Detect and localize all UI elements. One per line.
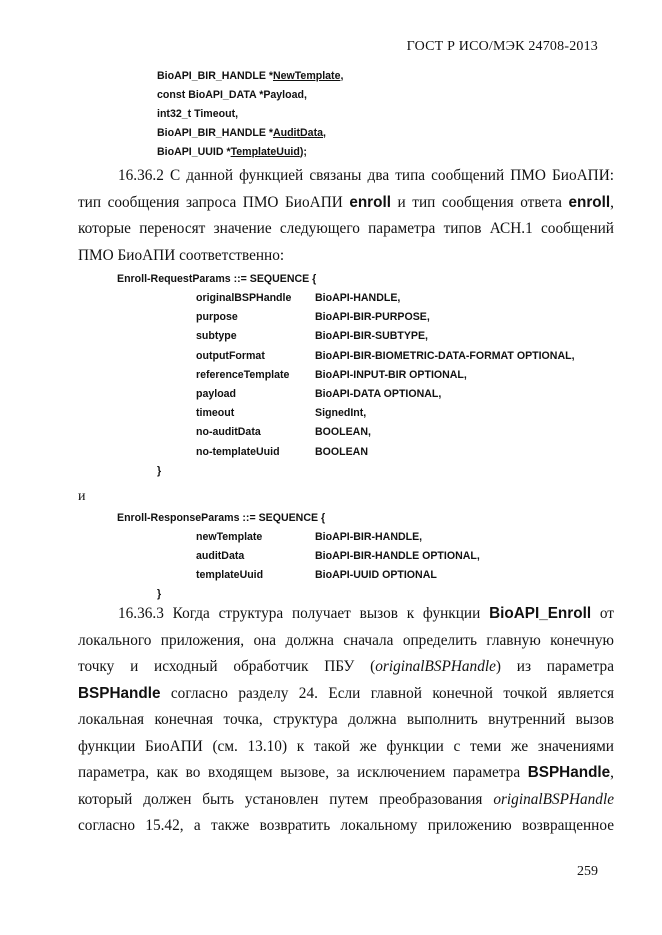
- param-original-bsp-handle: originalBSPHandle: [375, 658, 496, 675]
- text-line: локальная конечная точка, структура должна выполнить внутренний вызов: [78, 711, 614, 728]
- signature-text: BioAPI_BIR_HANDLE *: [157, 70, 273, 82]
- signature-text: BioAPI_BIR_HANDLE *: [157, 127, 273, 139]
- sequence-close: }: [157, 588, 162, 600]
- field-type: BOOLEAN: [315, 445, 368, 458]
- signature-suffix: ,: [323, 127, 326, 139]
- text-line: [78, 787, 614, 814]
- text-line: [78, 654, 614, 681]
- field-type: BioAPI-BIR-SUBTYPE,: [315, 330, 429, 343]
- signature-suffix: );: [299, 146, 307, 158]
- text-span: ) из параметра: [495, 658, 614, 675]
- text-line: [78, 681, 614, 708]
- text-span: ,: [610, 193, 614, 211]
- field-name: no-templateUuid: [196, 445, 280, 458]
- field-name: auditData: [196, 550, 245, 563]
- signature-line: [157, 70, 343, 82]
- sequence-header: Enroll-ResponseParams ::= SEQUENCE {: [117, 512, 326, 524]
- keyword-bsp-handle: BSPHandle: [78, 684, 161, 702]
- text-span: и тип сообщения ответа: [390, 193, 569, 211]
- signature-text: const BioAPI_DATA *Payload,: [157, 89, 307, 101]
- field-name: timeout: [196, 407, 235, 420]
- field-type: BioAPI-HANDLE,: [315, 292, 401, 304]
- text-span: точку и исходный обработчик ПБУ (: [78, 658, 376, 675]
- field-name: subtype: [196, 330, 237, 343]
- signature-line: [157, 146, 307, 158]
- text-line: согласно 15.42, а также возвратить локальному приложению возвращенное: [78, 817, 614, 834]
- field-type: BOOLEAN,: [315, 426, 371, 439]
- keyword-bioapi-enroll: BioAPI_Enroll: [489, 605, 592, 622]
- signature-param: TemplateUuid: [230, 146, 300, 158]
- conjunction: и: [78, 489, 86, 504]
- text-span: который должен быть установлен путем преобразования: [78, 790, 494, 808]
- keyword-bsp-handle: BSPHandle: [527, 764, 611, 781]
- text-line: локального приложения, она должна сначала определить главную конечную: [78, 631, 614, 649]
- field-type: BioAPI-UUID OPTIONAL: [315, 569, 437, 582]
- text-span: тип сообщения запроса ПМО БиоАПИ: [78, 193, 350, 211]
- text-line: 16.36.2 С данной функцией связаны два типа сообщений ПМО БиоАПИ:: [118, 167, 614, 184]
- field-type: BioAPI-BIR-BIOMETRIC-DATA-FORMAT OPTIONAL,: [315, 349, 575, 362]
- paragraph-16-36-3: [78, 601, 614, 840]
- signature-line: [157, 127, 326, 139]
- text-line: функции БиоАПИ (см. 13.10) к такой же функции с теми же значениями: [78, 737, 614, 755]
- field-type: SignedInt,: [315, 407, 367, 420]
- field-name: originalBSPHandle: [196, 292, 292, 304]
- signature-suffix: ,: [340, 70, 344, 82]
- field-type: BioAPI-BIR-HANDLE,: [315, 531, 423, 543]
- field-name: purpose: [196, 311, 238, 324]
- signature-text: int32_t Timeout,: [157, 108, 239, 120]
- sequence-header: Enroll-RequestParams ::= SEQUENCE {: [117, 273, 317, 285]
- field-type: BioAPI-DATA OPTIONAL,: [315, 388, 442, 400]
- signature-param: NewTemplate: [272, 70, 341, 82]
- param-original-bsp-handle: originalBSPHandle: [493, 790, 614, 808]
- sequence-close: }: [157, 465, 162, 477]
- text-span: согласно разделу 24. Если главной конечной точкой является: [160, 684, 614, 702]
- text-line: [78, 190, 614, 217]
- page-number: 259: [577, 864, 598, 879]
- field-name: outputFormat: [196, 349, 265, 362]
- text-span: 16.36.3 Когда структура получает вызов к функции: [118, 605, 490, 622]
- field-type: BioAPI-INPUT-BIR OPTIONAL,: [315, 368, 467, 381]
- text-line: [78, 760, 614, 787]
- field-name: templateUuid: [196, 569, 264, 582]
- document-header: ГОСТ Р ИСО/МЭК 24708-2013: [406, 39, 598, 54]
- field-name: referenceTemplate: [196, 368, 290, 381]
- text-line: которые переносят значение следующего параметра типов АСН.1 сообщений: [78, 220, 614, 237]
- field-name: newTemplate: [196, 531, 263, 543]
- signature-line: [157, 89, 307, 101]
- text-span: от: [591, 605, 614, 622]
- signature-param: AuditData: [272, 127, 323, 139]
- field-name: payload: [196, 388, 237, 400]
- paragraph-16-36-2: [78, 163, 614, 269]
- field-type: BioAPI-BIR-PURPOSE,: [315, 311, 430, 324]
- signature-text: BioAPI_UUID *: [157, 146, 231, 158]
- text-span: параметра, как во входящем вызове, за исключением параметра: [78, 764, 528, 781]
- field-name: no-auditData: [196, 426, 261, 439]
- signature-line: [157, 108, 238, 120]
- keyword-enroll-response: enroll: [568, 193, 611, 211]
- text-line: [78, 601, 614, 628]
- field-type: BioAPI-BIR-HANDLE OPTIONAL,: [315, 550, 480, 563]
- keyword-enroll-request: enroll: [349, 193, 391, 211]
- text-span: ,: [610, 764, 614, 781]
- text-line: ПМО БиоАПИ соответственно:: [78, 246, 285, 264]
